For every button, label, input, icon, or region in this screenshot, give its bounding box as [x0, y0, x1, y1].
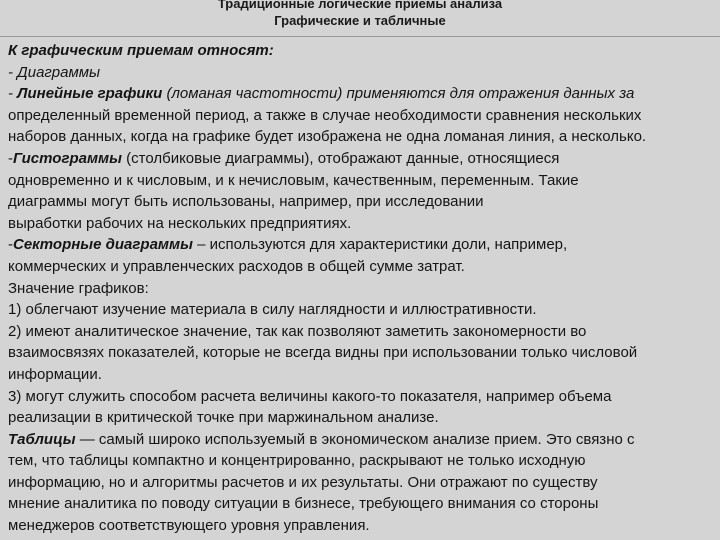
list-item-diagrams: - Диаграммы — [8, 63, 101, 81]
term-line-graphs: Линейные графики — [17, 85, 163, 103]
text-line: -Секторные диаграммы – используются для характеристики доли, например, — [8, 236, 568, 254]
text-line: -Гистограммы (столбиковые диаграммы), отображают данные, относящиеся — [8, 149, 560, 167]
text-line: тем, что таблицы компактно и концентрированно, раскрывают не только исходную — [8, 452, 586, 470]
text-line: Таблицы — самый широко используемый в экономическом анализе прием. Это связно с — [8, 430, 635, 448]
text-line: выработки рабочих на нескольких предприятиях. — [8, 214, 352, 232]
text-line: менеджеров соответствующего уровня управления. — [8, 517, 370, 535]
slide-header — [0, 0, 720, 37]
text-line — [8, 40, 716, 62]
text-line: коммерческих и управленческих расходов в общей сумме затрат. — [8, 257, 465, 275]
term-histograms: Гистограммы — [13, 149, 122, 167]
text-line: информацию, но и алгоритмы расчетов и их результаты. Они отражают по существу — [8, 473, 598, 491]
text-line: наборов данных, когда на графике будет изображена не одна ломаная линия, а несколько. — [8, 128, 647, 146]
text-line: взаимосвязях показателей, которые не всегда видны при использовании только числовой — [8, 344, 638, 362]
text-line: определенный временной период, а также в случае необходимости сравнения нескольких — [8, 106, 642, 124]
header-title: Традиционные логические приемы анализа — [217, 0, 503, 11]
text-line: Значение графиков: — [8, 279, 149, 297]
term-tables: Таблицы — [8, 430, 76, 448]
text-line: мнение аналитика по поводу ситуации в бизнесе, требующего внимания со стороны — [8, 495, 599, 513]
text-line: - Линейные графики (ломаная частотности) применяются для отражения данных за — [8, 85, 635, 103]
text-line: реализации в критической точке при маржинальном анализе. — [8, 409, 439, 427]
text-line — [8, 62, 716, 84]
header-subtitle: Графические и табличные — [274, 13, 446, 28]
slide-body — [8, 40, 716, 537]
text-line: 3) могут служить способом расчета величины какого-то показателя, например объема — [8, 387, 612, 405]
text-line: 2) имеют аналитическое значение, так как позволяют заметить закономерности во — [8, 322, 587, 340]
text-line: информации. — [8, 365, 102, 383]
text-line: диаграммы могут быть использованы, например, при исследовании — [8, 193, 484, 211]
text-line: 1) облегчают изучение материала в силу наглядности и иллюстративности. — [8, 301, 537, 319]
section-heading: К графическим приемам относят: — [8, 42, 274, 59]
term-pie-charts: Секторные диаграммы — [13, 236, 193, 254]
text-line: одновременно и к числовым, и к нечисловым, качественным, переменным. Такие — [8, 171, 579, 189]
